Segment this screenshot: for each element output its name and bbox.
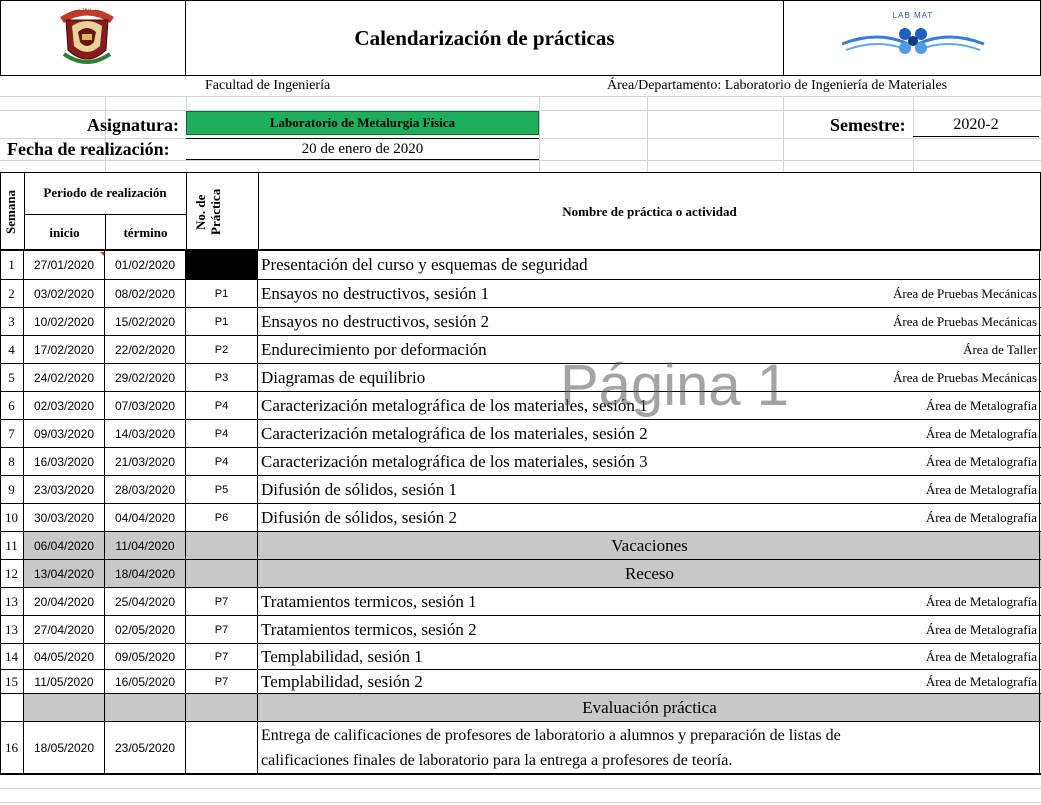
practice-number-cell[interactable]	[186, 722, 258, 773]
practice-number-cell[interactable]: P4	[186, 392, 258, 419]
end-date-cell[interactable]: 18/04/2020	[105, 560, 186, 587]
semester-label: Semestre:	[830, 115, 906, 135]
week-cell[interactable]: 8	[0, 448, 24, 475]
start-date-cell[interactable]: 11/05/2020	[24, 670, 105, 693]
subject-value-cell[interactable]	[186, 111, 539, 135]
week-cell[interactable]: 4	[0, 336, 24, 363]
end-date-cell[interactable]: 04/04/2020	[105, 504, 186, 531]
practice-number-cell[interactable]: P7	[186, 670, 258, 693]
activity-cell[interactable]: Diagramas de equilibrio	[261, 367, 426, 387]
end-date-cell[interactable]	[105, 694, 186, 721]
area-label: Área de Metalografía	[925, 397, 1037, 413]
end-date-cell[interactable]: 15/02/2020	[105, 308, 186, 335]
date-value[interactable]: 20 de enero de 2020	[186, 138, 539, 160]
table-row	[0, 392, 1041, 420]
end-date-cell[interactable]: 14/03/2020	[105, 420, 186, 447]
practice-number-cell[interactable]: P4	[186, 420, 258, 447]
area-label: Área de Metalografía	[925, 593, 1037, 609]
area-label: Área de Pruebas Mecánicas	[892, 313, 1037, 329]
col-week: Semana	[3, 189, 18, 235]
col-period: Periodo de realización	[43, 185, 167, 200]
practice-number-cell[interactable]: P7	[186, 588, 258, 615]
table-row	[0, 532, 1041, 560]
header-divider	[186, 172, 187, 251]
table-row	[0, 644, 1041, 670]
table-right-border	[1039, 251, 1040, 775]
week-cell[interactable]: 16	[0, 722, 24, 773]
start-date-cell[interactable]: 10/02/2020	[24, 308, 105, 335]
gridline	[0, 160, 1041, 161]
activity-cell[interactable]: Templabilidad, sesión 2	[261, 671, 423, 691]
start-date-cell[interactable]: 27/01/2020	[24, 251, 105, 279]
week-cell[interactable]: 2	[0, 280, 24, 307]
table-row	[0, 280, 1041, 308]
table-row	[0, 694, 1041, 722]
table-row	[0, 504, 1041, 532]
table-row	[0, 448, 1041, 476]
faculty-label: Facultad de Ingeniería	[205, 78, 331, 93]
unam-logo-text: INGENIERIA	[66, 5, 108, 12]
area-label: Área de Metalografía	[925, 453, 1037, 469]
gridline	[647, 96, 648, 172]
week-cell[interactable]: 12	[0, 560, 24, 587]
start-date-cell[interactable]: 16/03/2020	[24, 448, 105, 475]
week-cell[interactable]: 1	[0, 251, 24, 279]
end-date-cell[interactable]: 11/04/2020	[105, 532, 186, 559]
week-cell[interactable]: 13	[0, 616, 24, 643]
practice-number-cell[interactable]: P7	[186, 644, 258, 669]
table-row	[0, 722, 1041, 775]
start-date-cell[interactable]: 04/05/2020	[24, 644, 105, 669]
gridline	[783, 96, 784, 172]
practice-number-cell[interactable]: P7	[186, 616, 258, 643]
practice-number-cell[interactable]: P1	[186, 280, 258, 307]
col-activity: Nombre de práctica o actividad	[562, 203, 737, 219]
activity-cell[interactable]: Receso	[258, 560, 1041, 587]
col-start: inicio	[49, 224, 80, 240]
week-cell[interactable]: 13	[0, 588, 24, 615]
practice-number-cell[interactable]: P3	[186, 364, 258, 391]
practice-number-cell[interactable]	[186, 251, 258, 279]
activity-cell[interactable]	[258, 722, 1041, 773]
practice-number-cell[interactable]: P6	[186, 504, 258, 531]
activity-cell[interactable]: Difusión de sólidos, sesión 1	[261, 479, 457, 499]
end-date-cell[interactable]: 22/02/2020	[105, 336, 186, 363]
area-label: Área de Metalografía	[925, 509, 1037, 525]
end-date-cell[interactable]: 16/05/2020	[105, 670, 186, 693]
table-row	[0, 251, 1041, 280]
table-row	[0, 364, 1041, 392]
table-row	[0, 560, 1041, 588]
end-date-cell[interactable]: 01/02/2020	[105, 251, 186, 279]
end-date-cell[interactable]: 07/03/2020	[105, 392, 186, 419]
activity-cell[interactable]: Ensayos no destructivos, sesión 2	[261, 311, 490, 331]
unam-engineering-logo	[56, 6, 118, 70]
gridline	[0, 96, 1041, 97]
header-divider	[783, 0, 784, 76]
practice-number-cell[interactable]: P2	[186, 336, 258, 363]
activity-cell[interactable]: Tratamientos termicos, sesión 2	[261, 619, 477, 639]
activity-cell[interactable]: Templabilidad, sesión 1	[261, 646, 423, 666]
end-date-cell[interactable]: 21/03/2020	[105, 448, 186, 475]
table-row	[0, 308, 1041, 336]
week-cell[interactable]: 11	[0, 532, 24, 559]
week-cell[interactable]: 9	[0, 476, 24, 503]
practice-number-cell[interactable]: P5	[186, 476, 258, 503]
activity-cell[interactable]: Tratamientos termicos, sesión 1	[261, 591, 477, 611]
end-date-cell[interactable]: 29/02/2020	[105, 364, 186, 391]
practice-number-cell[interactable]: P4	[186, 448, 258, 475]
page-title: Calendarización de prácticas	[354, 25, 615, 50]
activity-cell[interactable]: Caracterización metalográfica de los materiales, sesión 3	[261, 451, 648, 471]
table-row	[0, 670, 1041, 694]
subject-label: Asignatura:	[87, 115, 180, 135]
activity-cell[interactable]: Difusión de sólidos, sesión 2	[261, 507, 457, 527]
semester-value[interactable]: 2020-2	[913, 113, 1039, 137]
start-date-cell[interactable]: 09/03/2020	[24, 420, 105, 447]
start-date-cell[interactable]: 02/03/2020	[24, 392, 105, 419]
week-cell[interactable]: 10	[0, 504, 24, 531]
week-cell[interactable]: 7	[0, 420, 24, 447]
start-date-cell[interactable]: 27/04/2020	[24, 616, 105, 643]
end-date-cell[interactable]: 25/04/2020	[105, 588, 186, 615]
table-left-border	[0, 251, 1, 775]
subject-value: Laboratorio de Metalurgia Física	[269, 115, 456, 130]
practice-number-cell[interactable]	[186, 532, 258, 559]
activity-cell[interactable]: Caracterización metalográfica de los materiales, sesión 1	[261, 395, 648, 415]
start-date-cell[interactable]	[24, 694, 105, 721]
end-date-cell[interactable]: 28/03/2020	[105, 476, 186, 503]
practice-number-cell[interactable]: P1	[186, 308, 258, 335]
activity-line: calificaciones finales de laboratorio para la entrega a profesores de teoría.	[261, 751, 733, 769]
start-date-cell[interactable]: 18/05/2020	[24, 722, 105, 773]
area-label: Área de Pruebas Mecánicas	[892, 369, 1037, 385]
activity-cell[interactable]: Endurecimiento por deformación	[261, 339, 487, 359]
week-cell[interactable]: 14	[0, 644, 24, 669]
area-label: Área de Metalografía	[925, 621, 1037, 637]
department-label: Área/Departamento: Laboratorio de Ingeniería de Materiales	[607, 78, 948, 93]
week-cell[interactable]: 5	[0, 364, 24, 391]
area-label: Área de Metalografía	[925, 425, 1037, 441]
area-label: Área de Metalografía	[925, 481, 1037, 497]
table-row	[0, 420, 1041, 448]
gridline	[0, 788, 1041, 789]
area-label: Área de Metalografía	[925, 648, 1037, 664]
col-practice-no: No. de Práctica	[193, 188, 223, 236]
week-cell[interactable]: 6	[0, 392, 24, 419]
gridline	[539, 96, 540, 172]
end-date-cell[interactable]: 02/05/2020	[105, 616, 186, 643]
col-end: término	[123, 224, 168, 240]
start-date-cell[interactable]: 24/02/2020	[24, 364, 105, 391]
practice-number-cell[interactable]	[186, 694, 258, 721]
start-date-cell[interactable]: 23/03/2020	[24, 476, 105, 503]
activity-cell[interactable]: Evaluación práctica	[258, 694, 1041, 721]
table-row	[0, 588, 1041, 616]
gridline	[0, 802, 1041, 803]
gridline	[186, 96, 187, 110]
area-label: Área de Pruebas Mecánicas	[892, 285, 1037, 301]
practice-number-cell[interactable]	[186, 560, 258, 587]
start-date-cell[interactable]: 17/02/2020	[24, 336, 105, 363]
start-date-cell[interactable]: 06/04/2020	[24, 532, 105, 559]
activity-cell[interactable]: Caracterización metalográfica de los materiales, sesión 2	[261, 423, 648, 443]
end-date-cell[interactable]: 09/05/2020	[105, 644, 186, 669]
end-date-cell[interactable]: 23/05/2020	[105, 722, 186, 773]
activity-line: Entrega de calificaciones de profesores de laboratorio a alumnos y preparación de listas de	[261, 726, 841, 744]
page-watermark: Página 1	[560, 353, 789, 418]
labmat-logo-text: LAB MAT	[892, 11, 934, 20]
activity-cell[interactable]: Ensayos no destructivos, sesión 1	[261, 283, 490, 303]
start-date-cell[interactable]: 30/03/2020	[24, 504, 105, 531]
area-label: Área de Taller	[963, 341, 1037, 357]
area-label: Área de Metalografía	[925, 673, 1037, 689]
date-label: Fecha de realización:	[7, 139, 170, 159]
week-cell[interactable]	[0, 694, 24, 721]
start-date-cell[interactable]: 03/02/2020	[24, 280, 105, 307]
activity-cell[interactable]: Vacaciones	[258, 532, 1041, 559]
table-row	[0, 476, 1041, 504]
table-row	[0, 336, 1041, 364]
activity-cell[interactable]: Presentación del curso y esquemas de seguridad	[261, 255, 588, 274]
end-date-cell[interactable]: 08/02/2020	[105, 280, 186, 307]
week-cell[interactable]: 15	[0, 670, 24, 693]
start-date-cell[interactable]: 13/04/2020	[24, 560, 105, 587]
week-cell[interactable]: 3	[0, 308, 24, 335]
start-date-cell[interactable]: 20/04/2020	[24, 588, 105, 615]
table-row	[0, 616, 1041, 644]
